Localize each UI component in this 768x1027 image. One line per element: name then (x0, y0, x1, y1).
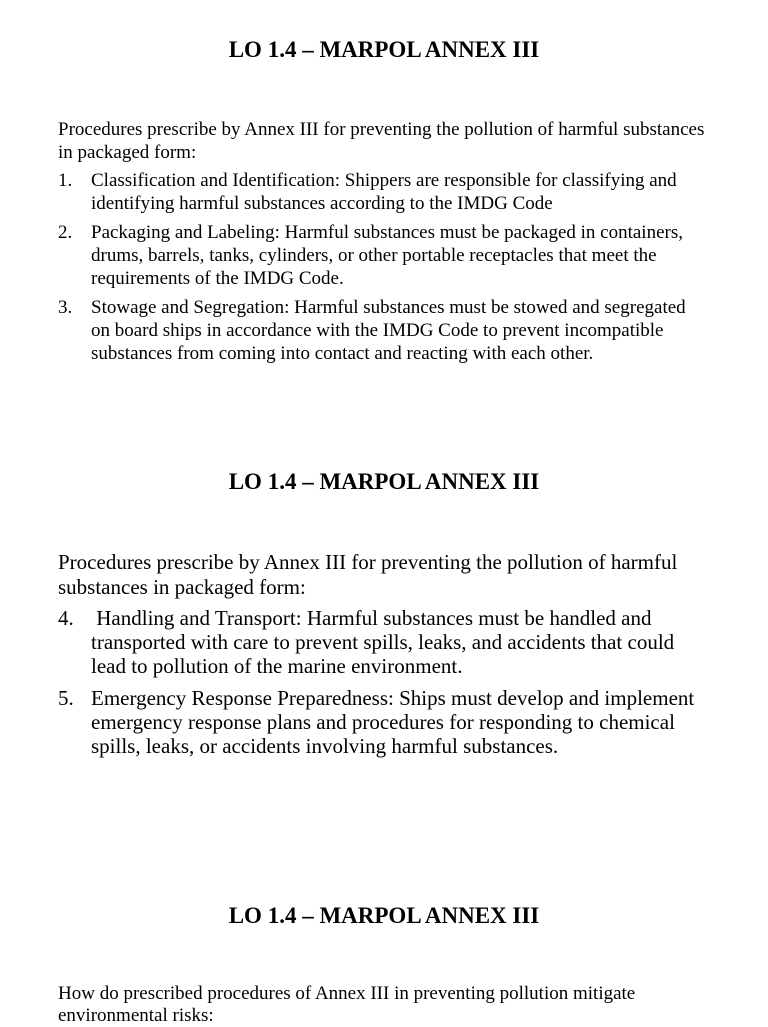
list-item (58, 221, 708, 290)
list-item-number: 2. (58, 222, 73, 243)
list-item-number: 1. (58, 170, 73, 191)
slide-1 (0, 0, 768, 400)
slide-intro: Procedures prescribe by Annex III for preventing the pollution of harmful substances in packaged form: (58, 119, 705, 163)
slide-intro: Procedures prescribe by Annex III for preventing the pollution of harmful substances in packaged form: (58, 550, 678, 599)
numbered-list (58, 606, 708, 766)
numbered-list (58, 169, 708, 371)
list-item-text: Emergency Response Preparedness: Ships must develop and implement emergency response plans and procedures for responding to chemical spills, leaks, or accidents involving harmful substances. (91, 686, 695, 758)
list-item-number: 4. (58, 606, 74, 630)
list-item-text: Handling and Transport: Harmful substances must be handled and transported with care to prevent spills, leaks, and accidents that could lead to pollution of the marine environment. (91, 606, 680, 678)
slide-title: LO 1.4 – MARPOL ANNEX III (228, 469, 540, 494)
slide-3 (0, 870, 768, 1024)
list-item-text: Packaging and Labeling: Harmful substances must be packaged in containers, drums, barrels, tanks, cylinders, or other portable receptacles that meet the requirements of the IMDG Code. (91, 222, 683, 289)
list-item (58, 296, 708, 365)
list-item-text: Classification and Identification: Shippers are responsible for classifying and identifying harmful substances according to the IMDG Code (91, 170, 677, 214)
list-item (58, 169, 708, 215)
list-item-text: Stowage and Segregation: Harmful substances must be stowed and segregated on board ships in accordance with the IMDG Code to prevent incompatible substances from coming into contact and reacting with each other. (91, 297, 686, 364)
slide-2 (0, 440, 768, 800)
slide-intro: How do prescribed procedures of Annex III in preventing pollution mitigate environmental risks: (58, 983, 636, 1026)
list-item (58, 686, 708, 758)
list-item-number: 5. (58, 686, 74, 710)
slide-title: LO 1.4 – MARPOL ANNEX III (228, 903, 540, 928)
list-item-number: 3. (58, 297, 73, 318)
list-item (58, 606, 708, 678)
slide-title: LO 1.4 – MARPOL ANNEX III (228, 37, 540, 62)
